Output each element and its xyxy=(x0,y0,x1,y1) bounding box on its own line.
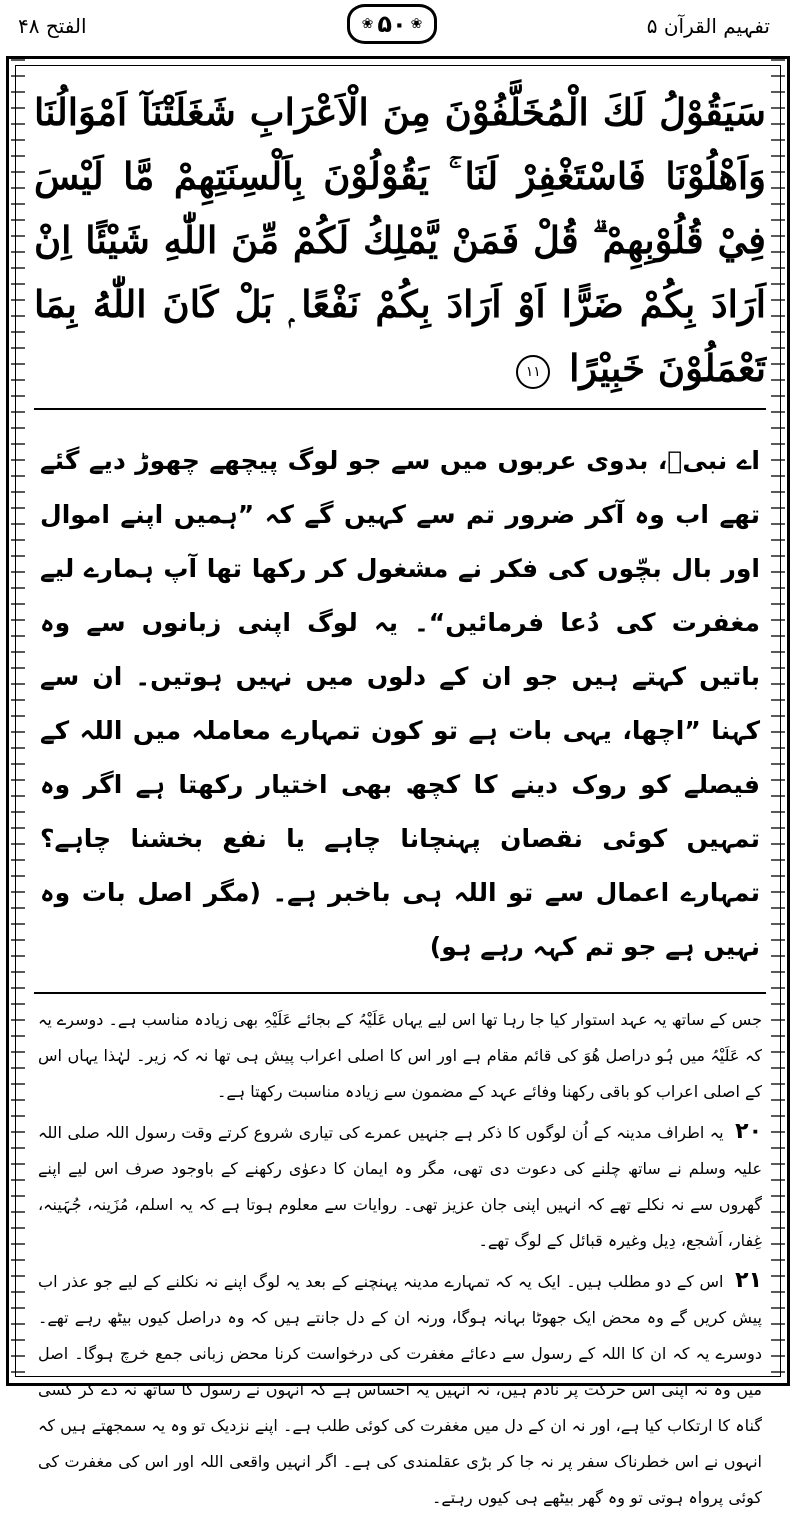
page-header xyxy=(0,0,800,56)
page-number-badge xyxy=(347,4,437,44)
surah-reference: الفتح ۴۸ xyxy=(18,14,87,38)
footnote-number: ۲۰ xyxy=(735,1119,762,1144)
arabic-verse xyxy=(34,80,766,400)
arabic-verse-text: سَيَقُوْلُ لَكَ الْمُخَلَّفُوْنَ مِنَ الْاَعْرَابِ شَغَلَتْنَآ اَمْوَالُنَا وَاَهْلُوْنَا فَاسْتَغْفِرْ لَنَا ۚ يَقُوْلُوْنَ بِاَلْسِنَتِهِمْ مَّا لَيْسَ فِيْ قُلُوْبِهِمْ ۗ قُلْ فَمَنْ يَّمْلِكُ لَكُمْ مِّنَ اللّٰهِ شَيْئًا اِنْ اَرَادَ بِكُمْ ضَرًّا اَوْ اَرَادَ بِكُمْ نَفْعًا ۭ بَلْ كَانَ اللّٰهُ بِمَا تَعْمَلُوْنَ خَبِيْرًا xyxy=(34,90,766,390)
page-content xyxy=(34,80,766,1520)
divider-after-verse xyxy=(34,408,766,410)
footnotes xyxy=(34,1002,766,1516)
urdu-translation: اے نبیؐ، بدوی عربوں میں سے جو لوگ پیچھے چھوڑ دیے گئے تھے اب وہ آکر ضرور تم سے کہیں گے کہ ”ہمیں اپنے اموال اور بال بچّوں کی فکر نے مشغول کر رکھا تھا آپ ہمارے لیے مغفرت کی دُعا فرمائیں“۔ یہ لوگ اپنی زبانوں سے وہ باتیں کہتے ہیں جو ان کے دلوں میں نہیں ہوتیں۔ ان سے کہنا ”اچھا، یہی بات ہے تو کون تمہارے معاملہ میں اللہ کے فیصلے کو روک دینے کا کچھ بھی اختیار رکھتا ہے اگر وہ تمہیں کوئی نقصان پہنچانا چاہے یا نفع بخشنا چاہے؟ تمہارے اعمال سے تو اللہ ہی باخبر ہے۔ (مگر اصل بات وہ نہیں ہے جو تم کہہ رہے ہو) xyxy=(40,446,760,961)
footnote-continuation xyxy=(38,1002,762,1110)
page-number: ❀ ۵۰ xyxy=(377,10,407,38)
footnote-text: یہ اطراف مدینہ کے اُن لوگوں کا ذکر ہے جنہیں عمرے کی تیاری شروع کرتے وقت رسول اللہ صلی اللہ علیہ وسلم نے ساتھ چلنے کی دعوت دی تھی، مگر وہ ایمان کا دعوٰی رکھنے کے باوجود صرف اس لیے اپنے گھروں سے نہ نکلے تھے کہ انہیں اپنی جان عزیز تھی۔ روایات سے معلوم ہوتا ہے کہ یہ اسلم، مُزَینہ، جُہَینہ، غِفار، اَشجع، دِیل وغیرہ قبائل کے لوگ تھے۔ xyxy=(38,1123,763,1250)
footnote-number: ۲۱ xyxy=(735,1268,762,1293)
ayah-number-marker: ۱۱ xyxy=(516,355,550,389)
footnote-text: جس کے ساتھ یہ عہد استوار کیا جا رہا تھا اس لیے یہاں عَلَیْہُ کے بجائے عَلَیْہِ بھی زیادہ مناسب ہے۔ دوسرے یہ کہ عَلَیْہُ میں ہُو دراصل ھُوَ کی قائم مقام ہے اور اس کا اصلی اعراب پیش ہی تھا نہ کہ زیر۔ لہٰذا یہاں اس کے اصلی اعراب کو باقی رکھنا وفائے عہد کے مضمون سے زیادہ مناسبت رکھتا ہے۔ xyxy=(38,1010,762,1101)
divider-after-translation xyxy=(34,992,766,994)
footnote-text: اس کے دو مطلب ہیں۔ ایک یہ کہ تمہارے مدینہ پہنچنے کے بعد یہ لوگ اپنے نہ نکلنے کے لیے جو عذر اب پیش کریں گے وہ محض ایک جھوٹا بہانہ ہوگا، ورنہ ان کے دل جانتے ہیں کہ وہ دراصل کیوں بیٹھ رہے تھے۔ دوسرے یہ کہ ان کا اللہ کے رسول سے دعائے مغفرت کی درخواست کرنا محض زبانی جمع خرچ ہوگا۔ اصل میں وہ نہ اپنی اس حرکت پر نادم ہیں، نہ انہیں یہ احساس ہے کہ انہوں نے رسول کا ساتھ نہ دے کر کسی گناہ کا ارتکاب کیا ہے، اور نہ ان کے دل میں مغفرت کی کوئی طلب ہے۔ اپنے نزدیک تو وہ یہ سمجھتے ہیں کہ انہوں نے اس خطرناک سفر پر نہ جا کر بڑی عقلمندی کی ہے۔ اگر انہیں واقعی اللہ اور اس کی مغفرت کی کوئی پرواہ ہوتی تو وہ گھر بیٹھے ہی کیوں رہتے۔ xyxy=(38,1272,762,1507)
footnote-20 xyxy=(38,1114,762,1259)
book-title: تفہیم القرآن ۵ xyxy=(646,14,770,38)
